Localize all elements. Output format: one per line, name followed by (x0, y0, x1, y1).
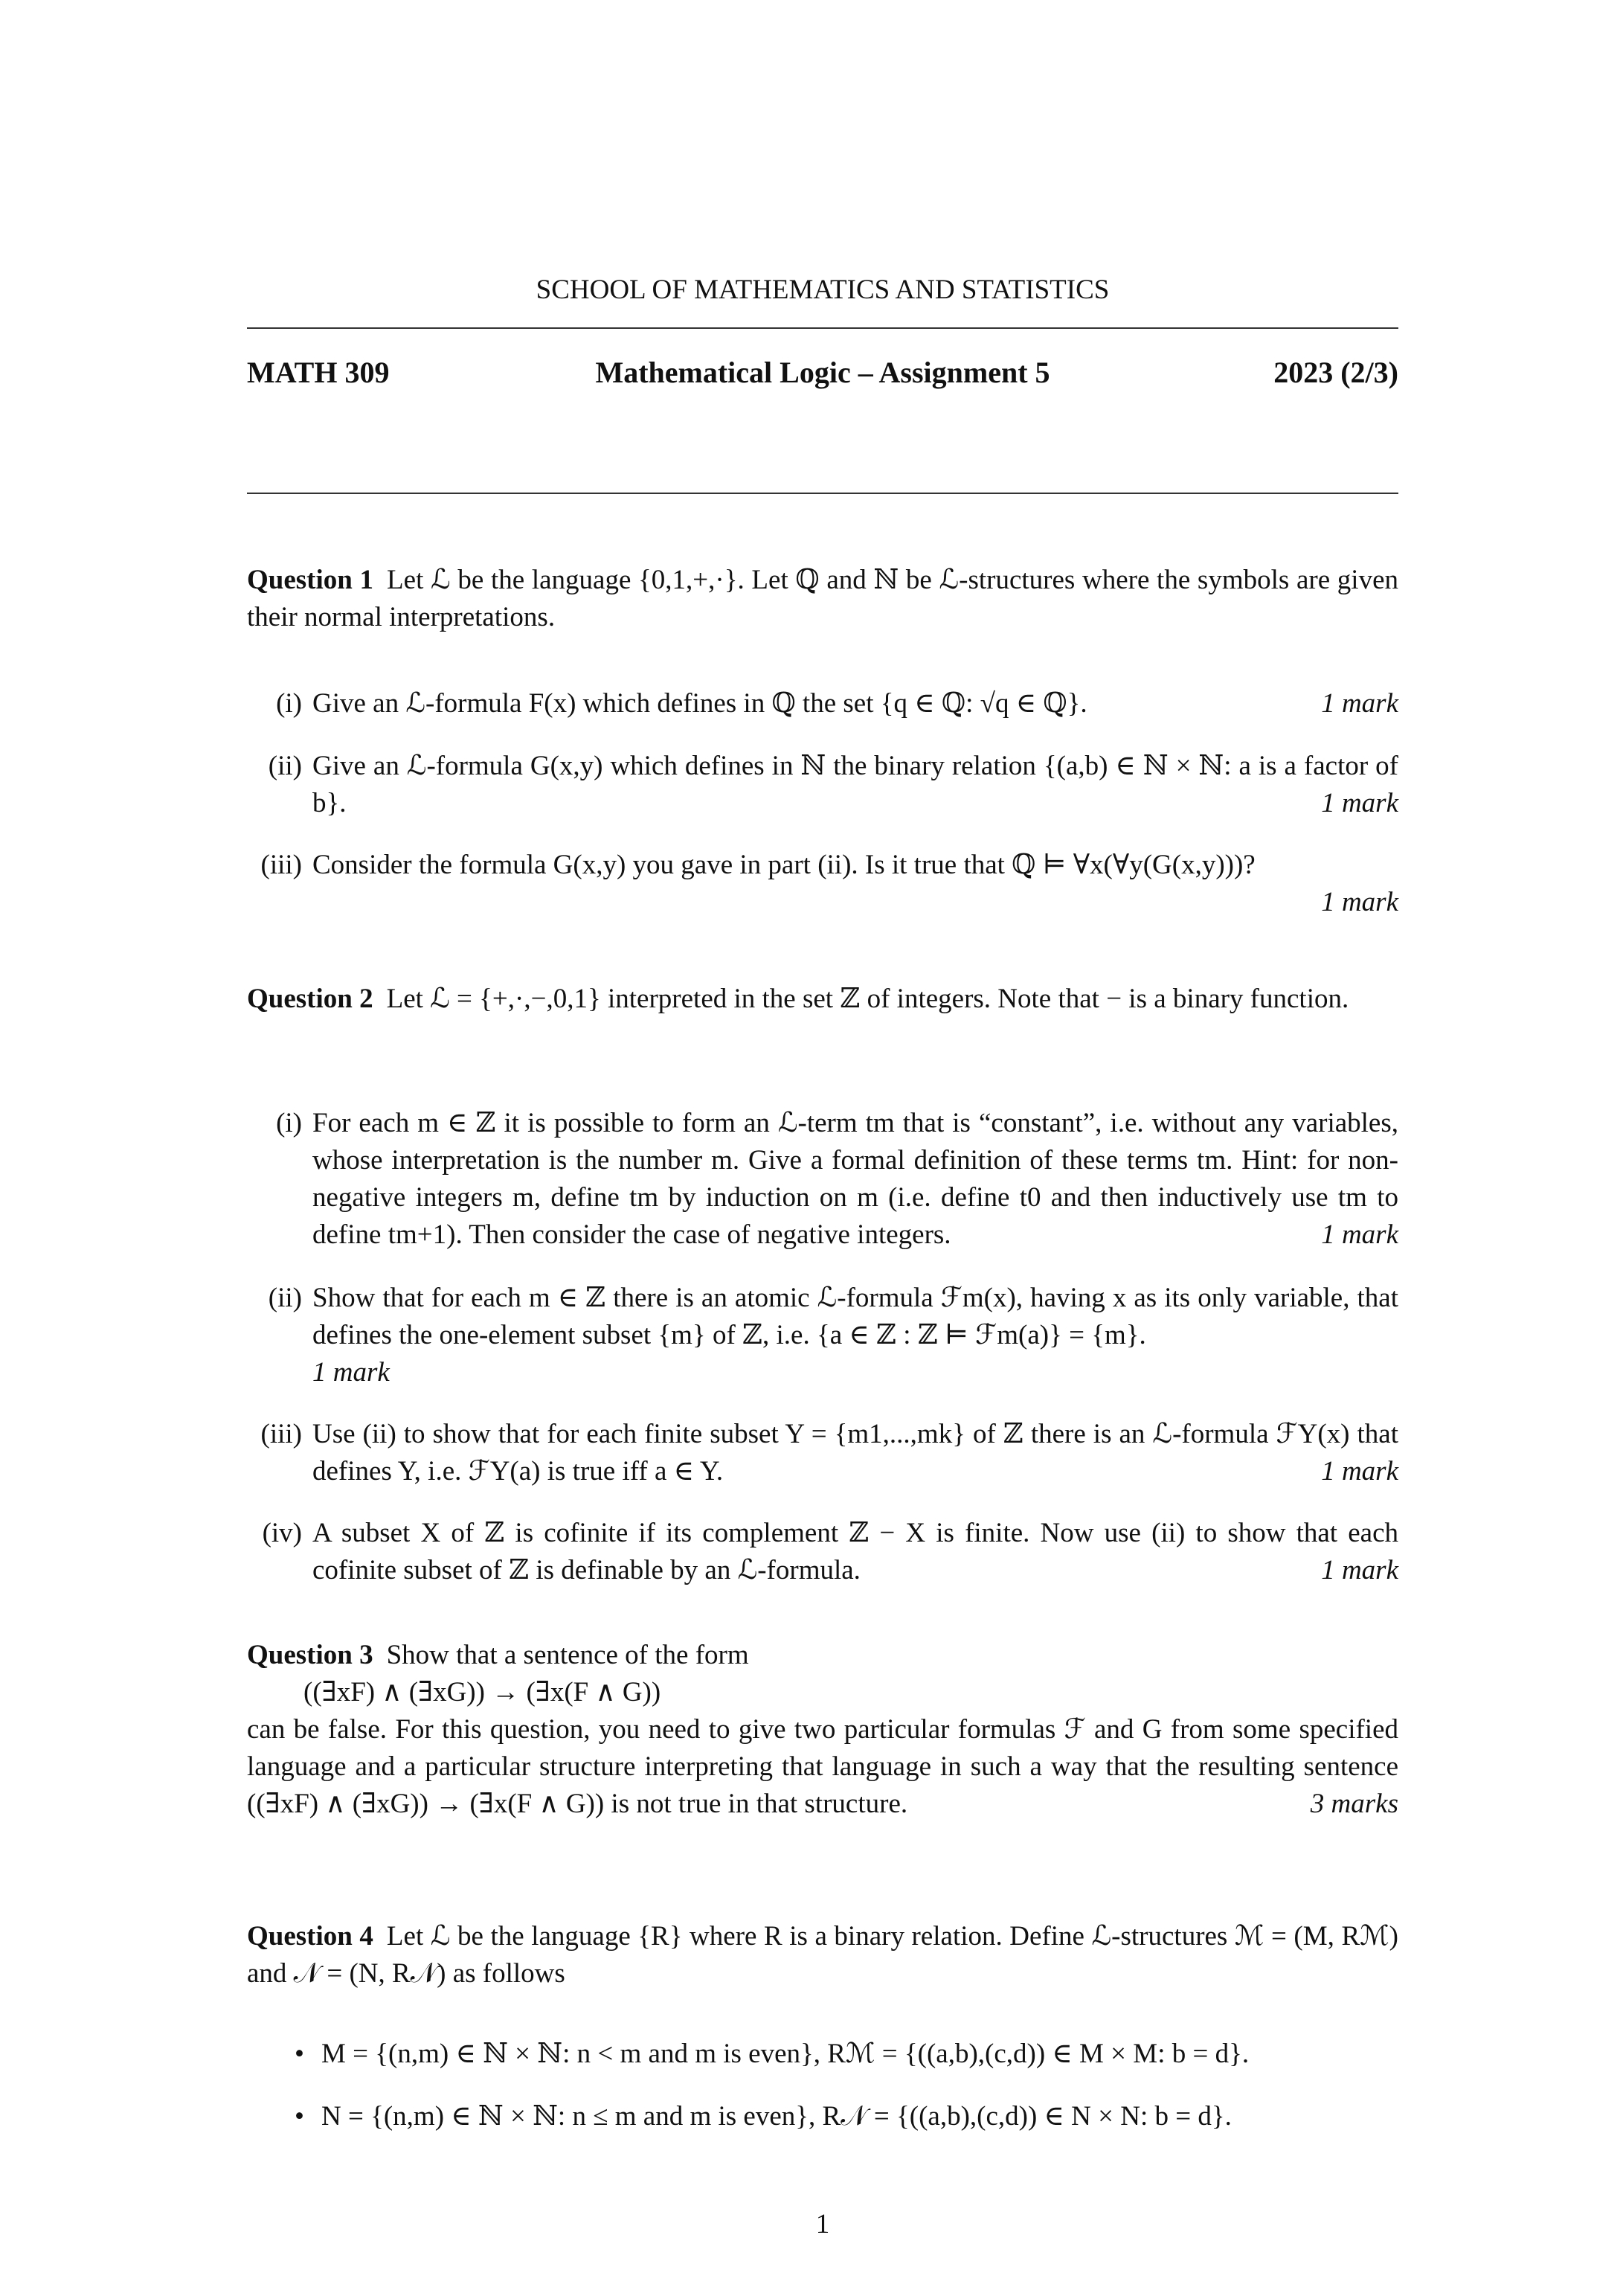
q1-label: Question 1 (247, 565, 374, 595)
term-label: 2023 (2/3) (1273, 356, 1398, 389)
header-bar (247, 354, 1398, 396)
question-2 (247, 981, 1398, 1018)
q1-part-i-text: Give an ℒ-formula F(x) which defines in ℚ the set {q ∈ ℚ: √q ∈ ℚ}. (312, 688, 1087, 719)
q1-part-ii-text: Give an ℒ-formula G(x,y) which defines in ℕ the binary relation {(a,b) ∈ ℕ × ℕ: a is a factor of b}. (312, 751, 1398, 818)
q2-part-i-mark: 1 mark (1321, 1219, 1398, 1250)
q4-intro: Question 4 Let ℒ be the language {R} where R is a binary relation. Define ℒ-structures ℳ = (M, Rℳ) and 𝒩 = (N, R𝒩) as follows (247, 1921, 1399, 1989)
q2-part-iii: (iii) Use (ii) to show that for each finite subset Y = {m1,...,mk} of ℤ there is an ℒ-formula ℱY(x) that defines Y, i.e. ℱY(a) is true iff a ∈ Y. 1 mark (247, 1416, 1398, 1490)
question-4 (247, 1918, 1398, 1992)
q2-label: Question 2 (247, 984, 373, 1014)
q1-part-iii: (iii) Consider the formula G(x,y) you gave in part (ii). Is it true that ℚ ⊨ ∀x(∀y(G(x,y)))? 1 mark (247, 847, 1398, 921)
header-bottom-rule (247, 493, 1398, 494)
page-number: 1 (815, 2209, 830, 2239)
q2-part-ii-mark: 1 mark (312, 1357, 390, 1388)
q4-bullet-2: • N = {(n,m) ∈ ℕ × ℕ: n ≤ m and m is even}, R𝒩 = {((a,b),(c,d)) ∈ N × N: b = d}. (247, 2098, 1398, 2135)
q2-part-iv-mark: 1 mark (1321, 1555, 1398, 1585)
q3-label: Question 3 (247, 1640, 373, 1670)
assignment-title: Mathematical Logic – Assignment 5 (595, 356, 1050, 389)
q1-intro: Question 1 Let ℒ be the language {0,1,+,·}. Let ℚ and ℕ be ℒ-structures where the symbols are given their normal interpretations. (247, 565, 1399, 632)
school-name: SCHOOL OF MATHEMATICS AND STATISTICS (536, 275, 1110, 305)
q3-intro: Question 3 Show that a sentence of the form (247, 1640, 749, 1670)
q1-part-ii: (ii) Give an ℒ-formula G(x,y) which defines in ℕ the binary relation {(a,b) ∈ ℕ × ℕ: a is a factor of b}. 1 mark (247, 748, 1398, 822)
q1-part-ii-mark: 1 mark (1321, 788, 1398, 818)
q4-bullet-1: • M = {(n,m) ∈ ℕ × ℕ: n < m and m is even}, Rℳ = {((a,b),(c,d)) ∈ M × M: b = d}. (247, 2036, 1398, 2073)
q4-label: Question 4 (247, 1921, 373, 1952)
q2-part-ii-text: Show that for each m ∈ ℤ there is an atomic ℒ-formula ℱm(x), having x as its only variable, that defines the one-element subset {m} of ℤ, i.e. {a ∈ ℤ : ℤ ⊨ ℱm(a)} = {m}. (312, 1283, 1398, 1350)
q2-intro: Question 2 Let ℒ = {+,·,−,0,1} interpreted in the set ℤ of integers. Note that − is a binary function. (247, 984, 1349, 1014)
question-1 (247, 562, 1398, 636)
q3-mark: 3 marks (1310, 1789, 1398, 1819)
bullet-dot: • (295, 2101, 304, 2132)
q2-part-i: (i) For each m ∈ ℤ it is possible to form an ℒ-term tm that is “constant”, i.e. without any variables, whose interpretation is the number m. Give a formal definition of these terms tm. Hint: for non-negative integers m, define tm by induction on m (i.e. define t0 and then inductively use tm to define tm+1). Then consider the case of negative integers. 1 mark (247, 1105, 1398, 1254)
q1-part-i: (i) Give an ℒ-formula F(x) which defines in ℚ the set {q ∈ ℚ: √q ∈ ℚ}. 1 mark (247, 685, 1398, 722)
q3-body: can be false. For this question, you need to give two particular formulas ℱ and G from some specified language and a particular structure interpreting that language in such a way that the resulting sentence ((∃xF) ∧ (∃xG)) → (∃x(F ∧ G)) is not true in that structure. 3 marks (247, 1711, 1398, 1823)
header-top-rule (247, 327, 1398, 329)
q3-formula: ((∃xF) ∧ (∃xG)) → (∃x(F ∧ G)) (303, 1677, 661, 1707)
q2-part-iv: (iv) A subset X of ℤ is cofinite if its complement ℤ − X is finite. Now use (ii) to show that each cofinite subset of ℤ is definable by an ℒ-formula. 1 mark (247, 1515, 1398, 1589)
q2-part-iii-text: Use (ii) to show that for each finite subset Y = {m1,...,mk} of ℤ there is an ℒ-formula ℱY(x) that defines Y, i.e. ℱY(a) is true iff a ∈ Y. (312, 1419, 1398, 1487)
question-3 (247, 1637, 1398, 1823)
q1-part-iii-text: Consider the formula G(x,y) you gave in part (ii). Is it true that ℚ ⊨ ∀x(∀y(G(x,y)))? (312, 850, 1256, 880)
q2-part-iii-mark: 1 mark (1321, 1456, 1398, 1487)
q1-part-i-mark: 1 mark (1321, 688, 1398, 719)
bullet-dot: • (295, 2039, 304, 2069)
course-code: MATH 309 (247, 356, 390, 389)
q2-part-ii: (ii) Show that for each m ∈ ℤ there is an atomic ℒ-formula ℱm(x), having x as its only variable, that defines the one-element subset {m} of ℤ, i.e. {a ∈ ℤ : ℤ ⊨ ℱm(a)} = {m}. 1 mark (268, 1283, 1398, 1388)
q1-part-iii-mark: 1 mark (1321, 887, 1398, 917)
q2-part-iv-text: A subset X of ℤ is cofinite if its complement ℤ − X is finite. Now use (ii) to show that each cofinite subset of ℤ is definable by an ℒ-formula. (312, 1518, 1398, 1585)
q2-part-i-text: For each m ∈ ℤ it is possible to form an ℒ-term tm that is “constant”, i.e. without any variables, whose interpretation is the number m. Give a formal definition of these terms tm. Hint: for non-negative integers m, define tm by induction on m (i.e. define t0 and then inductively use tm to define tm+1). Then consider the case of negative integers. (312, 1108, 1398, 1250)
